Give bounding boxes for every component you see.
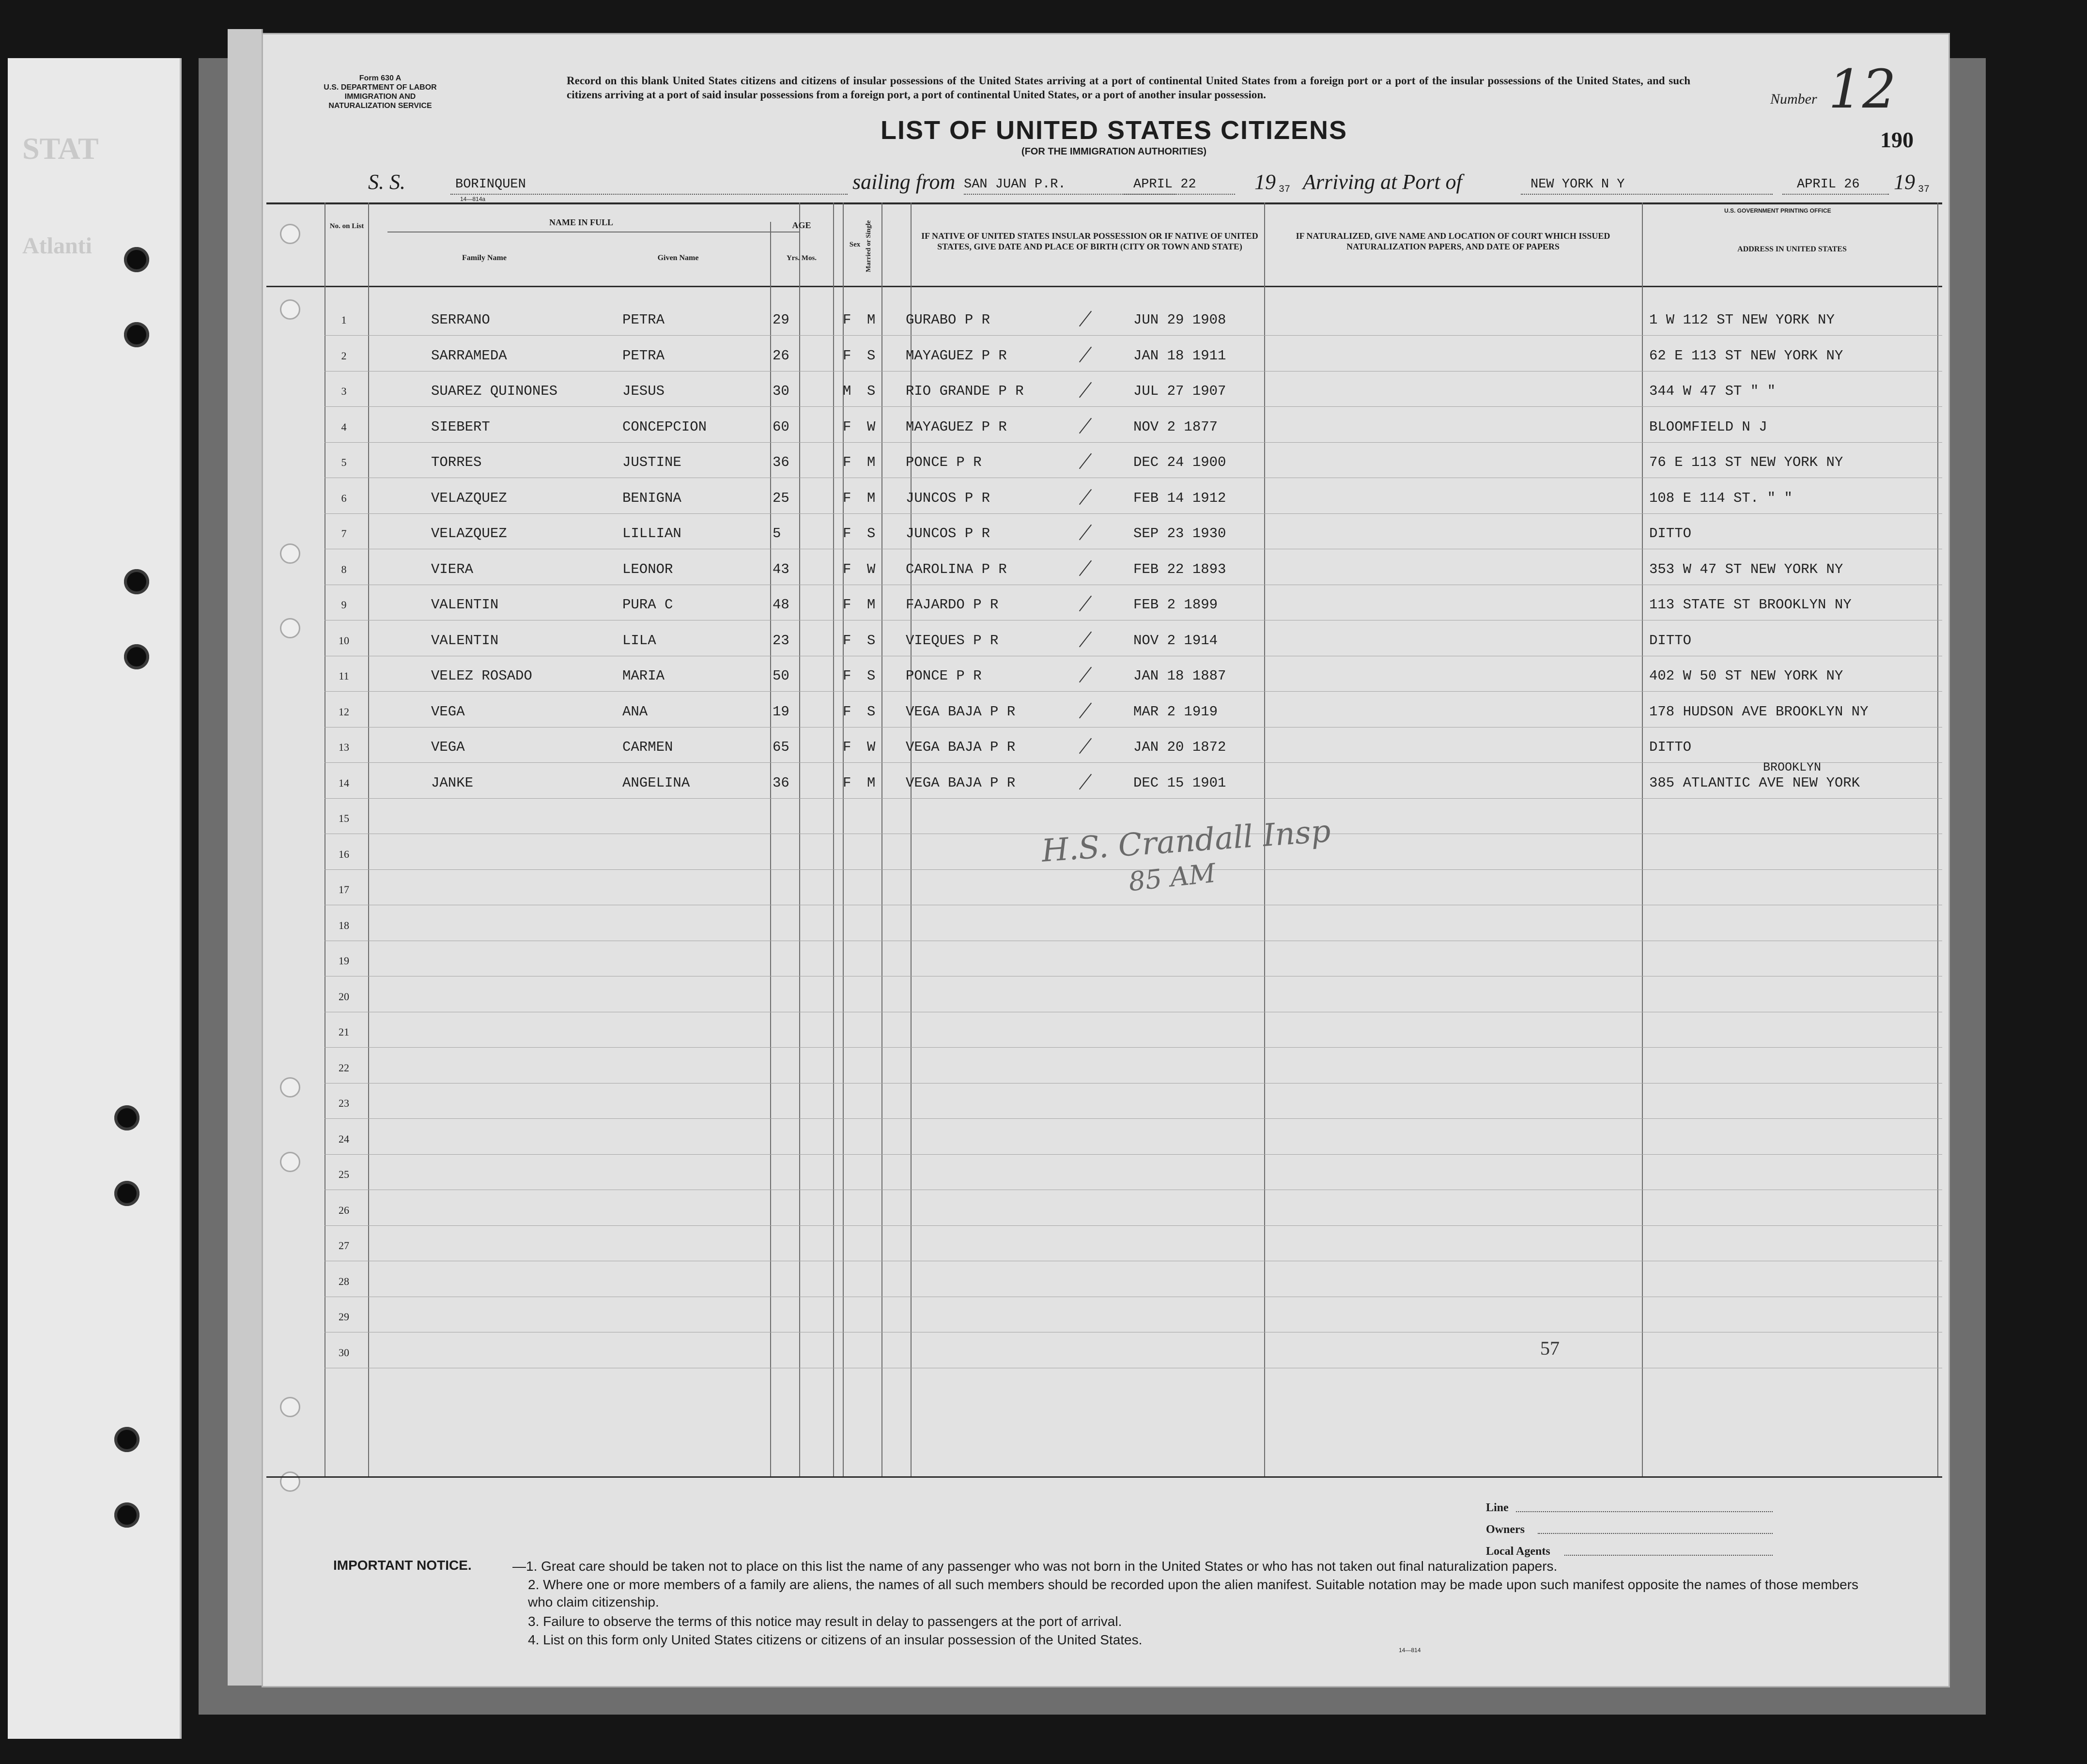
cell-address: 108 E 114 ST. " " xyxy=(1649,490,1793,506)
cell-date: FEB 14 1912 xyxy=(1133,490,1226,506)
line-number: 8 xyxy=(341,563,347,575)
owners-field xyxy=(1538,1533,1773,1534)
table-row xyxy=(266,1345,1942,1380)
cell-age: 60 xyxy=(773,418,789,435)
line-number: 24 xyxy=(339,1132,349,1145)
cell-place: JUNCOS P R xyxy=(906,490,990,506)
inspector-signature: H.S. Crandall Insp xyxy=(1040,813,1332,869)
cell-address: 1 W 112 ST NEW YORK NY xyxy=(1649,312,1835,328)
cell-address: 385 ATLANTIC AVE NEW YORK xyxy=(1649,774,1860,791)
line-number: 3 xyxy=(341,385,347,397)
cell-place: VEGA BAJA P R xyxy=(906,703,1016,720)
cell-given: PETRA xyxy=(622,312,665,328)
from-port: SAN JUAN P.R. xyxy=(964,177,1066,192)
table-row xyxy=(266,953,1942,989)
binder-hole xyxy=(114,1427,139,1452)
cell-ms: S xyxy=(867,668,876,684)
cell-sex: F xyxy=(843,668,851,684)
cell-sex: F xyxy=(843,312,851,328)
line-number: 10 xyxy=(339,634,349,647)
check-tick xyxy=(1079,382,1092,398)
table-row xyxy=(266,882,1942,917)
cell-family: SUAREZ QUINONES xyxy=(431,383,558,399)
cell-family: VALENTIN xyxy=(431,632,499,649)
cell-date: DEC 15 1901 xyxy=(1133,774,1226,791)
cell-family: VEGA xyxy=(431,703,465,720)
service-line-1: IMMIGRATION AND xyxy=(344,93,416,101)
cell-sex: F xyxy=(843,739,851,755)
table-row xyxy=(266,490,1942,526)
table-row xyxy=(266,917,1942,953)
cell-place: VIEQUES P R xyxy=(906,632,999,649)
line-field xyxy=(1516,1511,1773,1512)
cell-family: SERRANO xyxy=(431,312,490,328)
cell-address: 402 W 50 ST NEW YORK NY xyxy=(1649,668,1843,684)
cell-place: GURABO P R xyxy=(906,312,990,328)
line-number: 15 xyxy=(339,812,349,824)
line-number: 4 xyxy=(341,420,347,433)
line-number: 29 xyxy=(339,1311,349,1323)
ship-name: BORINQUEN xyxy=(455,177,526,192)
table-row xyxy=(266,597,1942,633)
binder-hole xyxy=(114,1502,139,1528)
line-number: 5 xyxy=(341,456,347,468)
table-row xyxy=(266,1309,1942,1345)
cell-sex: F xyxy=(843,597,851,613)
cell-ms: W xyxy=(867,418,876,435)
line-number: 25 xyxy=(339,1168,349,1180)
col-naturalized: IF NATURALIZED, GIVE NAME AND LOCATION OF COURT WHICH ISSUED NATURALIZATION PAPERS, AND DATE OF PAPERS xyxy=(1296,231,1610,251)
cell-date: SEP 23 1930 xyxy=(1133,526,1226,542)
line-number: 17 xyxy=(339,883,349,896)
page-subtitle: (FOR THE IMMIGRATION AUTHORITIES) xyxy=(1021,146,1207,157)
cell-ms: M xyxy=(867,774,876,791)
line-number: 13 xyxy=(339,741,349,753)
line-number: 6 xyxy=(341,492,347,504)
cell-family: VEGA xyxy=(431,739,465,755)
cell-sex: F xyxy=(843,632,851,649)
line-number: 18 xyxy=(339,919,349,931)
table-row xyxy=(266,526,1942,561)
check-tick xyxy=(1079,418,1092,433)
table-row xyxy=(266,668,1942,704)
cell-ms: M xyxy=(867,454,876,470)
printer-mark: U.S. GOVERNMENT PRINTING OFFICE xyxy=(1724,207,1831,214)
col-yrs-mos: Yrs. Mos. xyxy=(786,254,817,262)
cell-family: JANKE xyxy=(431,774,474,791)
table-row xyxy=(266,1166,1942,1202)
cell-sex: F xyxy=(843,490,851,506)
cell-given: LILLIAN xyxy=(622,526,681,542)
line-number: 19 xyxy=(339,955,349,967)
notice-3: 3. Failure to observe the terms of this notice may result in delay to passengers at the port of arrival. xyxy=(528,1614,1122,1629)
cell-ms: M xyxy=(867,597,876,613)
cell-ms: S xyxy=(867,703,876,720)
line-number: 26 xyxy=(339,1204,349,1216)
cell-place: PONCE P R xyxy=(906,668,982,684)
notice-2: 2. Where one or more members of a family are aliens, the names of all such members should be recorded upon the alien manifest. Suitable notation may be made upon such manifest opposite the names of those members who claim citizenship. xyxy=(528,1577,1859,1609)
cell-given: PURA C xyxy=(622,597,673,613)
binder-hole xyxy=(124,322,149,347)
cell-date: JUL 27 1907 xyxy=(1133,383,1226,399)
table-row xyxy=(266,1273,1942,1309)
check-tick xyxy=(1079,774,1092,789)
cell-date: FEB 22 1893 xyxy=(1133,561,1226,577)
check-tick xyxy=(1079,631,1092,647)
cell-age: 43 xyxy=(773,561,789,577)
cell-given: LILA xyxy=(622,632,656,649)
cell-place: RIO GRANDE P R xyxy=(906,383,1024,399)
cell-family: TORRES xyxy=(431,454,482,470)
line-number: 20 xyxy=(339,990,349,1003)
cell-date: JUN 29 1908 xyxy=(1133,312,1226,328)
line-number: 14 xyxy=(339,776,349,789)
line-number: 21 xyxy=(339,1026,349,1038)
table-row xyxy=(266,454,1942,490)
cell-family: VELEZ ROSADO xyxy=(431,668,532,684)
cell-sex: F xyxy=(843,418,851,435)
col-married-single: Married or Single xyxy=(865,220,872,272)
number-label: Number xyxy=(1770,91,1817,107)
page-title: LIST OF UNITED STATES CITIZENS xyxy=(881,116,1347,145)
arrival-date: APRIL 26 xyxy=(1797,177,1860,192)
cell-sex: M xyxy=(843,383,851,399)
footer-code: 14—814 xyxy=(1399,1647,1421,1654)
table-row xyxy=(266,989,1942,1024)
line-number: 22 xyxy=(339,1061,349,1074)
cell-ms: W xyxy=(867,739,876,755)
cell-sex: F xyxy=(843,454,851,470)
department: U.S. DEPARTMENT OF LABOR xyxy=(324,83,437,92)
binder-hole xyxy=(114,1181,139,1206)
cell-ms: S xyxy=(867,347,876,364)
cell-age: 23 xyxy=(773,632,789,649)
form-number: Form 630 A xyxy=(359,74,402,82)
cell-date: JAN 18 1887 xyxy=(1133,668,1226,684)
cell-ms: S xyxy=(867,632,876,649)
cell-sex: F xyxy=(843,561,851,577)
col-given-name: Given Name xyxy=(657,254,699,262)
col-sex: Sex xyxy=(849,241,861,248)
table-row xyxy=(266,348,1942,384)
cell-place: JUNCOS P R xyxy=(906,526,990,542)
cell-family: SIEBERT xyxy=(431,418,490,435)
cell-place: MAYAGUEZ P R xyxy=(906,347,1007,364)
table-row xyxy=(266,633,1942,668)
check-tick xyxy=(1079,702,1092,718)
table-row xyxy=(266,1202,1942,1238)
table-row xyxy=(266,704,1942,740)
cell-place: MAYAGUEZ P R xyxy=(906,418,1007,435)
agents-label: Local Agents xyxy=(1486,1545,1550,1558)
cell-family: VELAZQUEZ xyxy=(431,490,507,506)
table-row xyxy=(266,1024,1942,1060)
binder-strip xyxy=(8,58,182,1739)
line-number: 30 xyxy=(339,1346,349,1359)
service-line-2: NATURALIZATION SERVICE xyxy=(328,102,432,110)
cell-given: JESUS xyxy=(622,383,665,399)
cell-given: CARMEN xyxy=(622,739,673,755)
cell-address: 62 E 113 ST NEW YORK NY xyxy=(1649,347,1843,364)
owners-label: Owners xyxy=(1486,1523,1525,1536)
col-no-on-list: No. on List xyxy=(329,222,364,230)
cell-family: VELAZQUEZ xyxy=(431,526,507,542)
line-number: 12 xyxy=(339,705,349,718)
cell-age: 48 xyxy=(773,597,789,613)
year-prefix: 19 xyxy=(1254,170,1276,194)
page-number: 190 xyxy=(1880,127,1914,152)
table-row xyxy=(266,419,1942,455)
table-row xyxy=(266,1131,1942,1167)
table-row xyxy=(266,1238,1942,1273)
cell-sex: F xyxy=(843,703,851,720)
arriving-label: Arriving at Port of xyxy=(1303,170,1462,194)
check-tick xyxy=(1079,525,1092,541)
line-number: 11 xyxy=(339,670,349,682)
cell-sex: F xyxy=(843,347,851,364)
binder-hole xyxy=(114,1105,139,1130)
col-address: ADDRESS IN UNITED STATES xyxy=(1737,245,1847,253)
arrival-port: NEW YORK N Y xyxy=(1530,177,1625,192)
line-number: 7 xyxy=(341,527,347,540)
cell-place: PONCE P R xyxy=(906,454,982,470)
line-number: 2 xyxy=(341,349,347,362)
col-family-name: Family Name xyxy=(462,254,507,262)
cell-age: 36 xyxy=(773,774,789,791)
cell-ms: M xyxy=(867,312,876,328)
form-instructions: Record on this blank United States citizens and citizens of insular possessions of the United States arriving at a port of continental United States from a foreign port or a port of the insular possessions of the United States, and such citizens arriving at a port of said insular possessions from a foreign port, a port of continental United States, or a port of another insular possession. xyxy=(567,75,1690,101)
cell-date: DEC 24 1900 xyxy=(1133,454,1226,470)
check-tick xyxy=(1079,453,1092,469)
table-row xyxy=(266,1060,1942,1096)
year-prefix-2: 19 xyxy=(1894,170,1915,194)
check-tick xyxy=(1079,667,1092,683)
cell-sex: F xyxy=(843,774,851,791)
cell-place: VEGA BAJA P R xyxy=(906,774,1016,791)
cell-address: BLOOMFIELD N J xyxy=(1649,418,1767,435)
cell-age: 30 xyxy=(773,383,789,399)
check-tick xyxy=(1079,738,1092,754)
cell-given: CONCEPCION xyxy=(622,418,707,435)
notice-4: 4. List on this form only United States citizens or citizens of an insular possession of the United States. xyxy=(528,1632,1143,1647)
cell-family: VALENTIN xyxy=(431,597,499,613)
cell-date: FEB 2 1899 xyxy=(1133,597,1218,613)
voyage-line xyxy=(368,170,1930,199)
line-number: 27 xyxy=(339,1239,349,1252)
check-tick xyxy=(1079,489,1092,505)
check-tick xyxy=(1079,596,1092,612)
cell-given: ANA xyxy=(622,703,648,720)
signature-note: 85 AM xyxy=(1127,857,1217,897)
col-birth: IF NATIVE OF UNITED STATES INSULAR POSSESSION OR IF NATIVE OF UNITED STATES, GIVE DATE AND PLACE OF BIRTH (CITY OR TOWN AND STATE) xyxy=(921,231,1258,251)
col-age: AGE xyxy=(792,220,811,230)
cell-ms: S xyxy=(867,526,876,542)
cell-place: FAJARDO P R xyxy=(906,597,999,613)
check-tick xyxy=(1079,560,1092,576)
cell-age: 19 xyxy=(773,703,789,720)
table-row xyxy=(266,383,1942,419)
cell-place: CAROLINA P R xyxy=(906,561,1007,577)
cell-family: SARRAMEDA xyxy=(431,347,507,364)
sheet-edge xyxy=(228,29,263,1686)
cell-place: VEGA BAJA P R xyxy=(906,739,1016,755)
cell-address: 113 STATE ST BROOKLYN NY xyxy=(1649,597,1852,613)
cell-address: DITTO xyxy=(1649,526,1692,542)
cell-address: 76 E 113 ST NEW YORK NY xyxy=(1649,454,1843,470)
notice-1: —1. Great care should be taken not to place on this list the name of any passenger who was not born in the United States or who has not taken out final naturalization papers. xyxy=(512,1559,1558,1574)
sail-date: APRIL 22 xyxy=(1133,177,1196,192)
cell-ms: M xyxy=(867,490,876,506)
binder-hole xyxy=(124,569,149,594)
col-name-in-full: NAME IN FULL xyxy=(549,217,613,227)
binder-hole xyxy=(124,247,149,272)
cell-address-above: BROOKLYN xyxy=(1763,760,1822,774)
check-tick xyxy=(1079,311,1092,327)
year-suffix: 37 xyxy=(1279,184,1291,195)
cell-age: 26 xyxy=(773,347,789,364)
cell-address: 344 W 47 ST " " xyxy=(1649,383,1776,399)
table-row xyxy=(266,312,1942,348)
table-row xyxy=(266,760,1942,811)
cell-given: ANGELINA xyxy=(622,774,690,791)
cell-date: MAR 2 1919 xyxy=(1133,703,1218,720)
stamp-number: 57 xyxy=(1540,1337,1560,1359)
list-number: 12 xyxy=(1828,58,1896,120)
form-identifier xyxy=(300,74,460,110)
check-tick xyxy=(1079,346,1092,362)
cell-age: 5 xyxy=(773,526,781,542)
cell-family: VIERA xyxy=(431,561,474,577)
cell-date: NOV 2 1914 xyxy=(1133,632,1218,649)
binder-ghost-text: Atlanti xyxy=(22,233,92,259)
cell-ms: S xyxy=(867,383,876,399)
cell-sex: F xyxy=(843,526,851,542)
cell-address: DITTO xyxy=(1649,632,1692,649)
form-code: 14—814a xyxy=(460,196,486,202)
cell-given: BENIGNA xyxy=(622,490,681,506)
cell-given: PETRA xyxy=(622,347,665,364)
agents-field xyxy=(1564,1555,1773,1556)
cell-date: JAN 20 1872 xyxy=(1133,739,1226,755)
table-row xyxy=(266,1095,1942,1131)
sailing-label: sailing from xyxy=(852,170,956,194)
year-suffix-2: 37 xyxy=(1918,184,1930,195)
binder-hole xyxy=(124,644,149,669)
cell-age: 29 xyxy=(773,312,789,328)
line-number: 28 xyxy=(339,1275,349,1287)
cell-given: JUSTINE xyxy=(622,454,681,470)
line-label: Line xyxy=(1486,1501,1509,1514)
cell-ms: W xyxy=(867,561,876,577)
line-number: 16 xyxy=(339,848,349,860)
cell-given: LEONOR xyxy=(622,561,673,577)
cell-date: NOV 2 1877 xyxy=(1133,418,1218,435)
cell-age: 25 xyxy=(773,490,789,506)
cell-date: JAN 18 1911 xyxy=(1133,347,1226,364)
line-number: 9 xyxy=(341,599,347,611)
cell-address: 178 HUDSON AVE BROOKLYN NY xyxy=(1649,703,1869,720)
binder-ghost-text: STAT xyxy=(22,131,99,166)
ss-label: S. S. xyxy=(368,170,405,194)
cell-given: MARIA xyxy=(622,668,665,684)
line-number: 23 xyxy=(339,1097,349,1109)
cell-age: 36 xyxy=(773,454,789,470)
table-row xyxy=(266,739,1942,775)
cell-address: DITTO xyxy=(1649,739,1692,755)
cell-age: 65 xyxy=(773,739,789,755)
table-row xyxy=(266,561,1942,597)
cell-address: 353 W 47 ST NEW YORK NY xyxy=(1649,561,1843,577)
notice-heading: IMPORTANT NOTICE. xyxy=(333,1558,472,1573)
line-number: 1 xyxy=(341,314,347,326)
cell-age: 50 xyxy=(773,668,789,684)
